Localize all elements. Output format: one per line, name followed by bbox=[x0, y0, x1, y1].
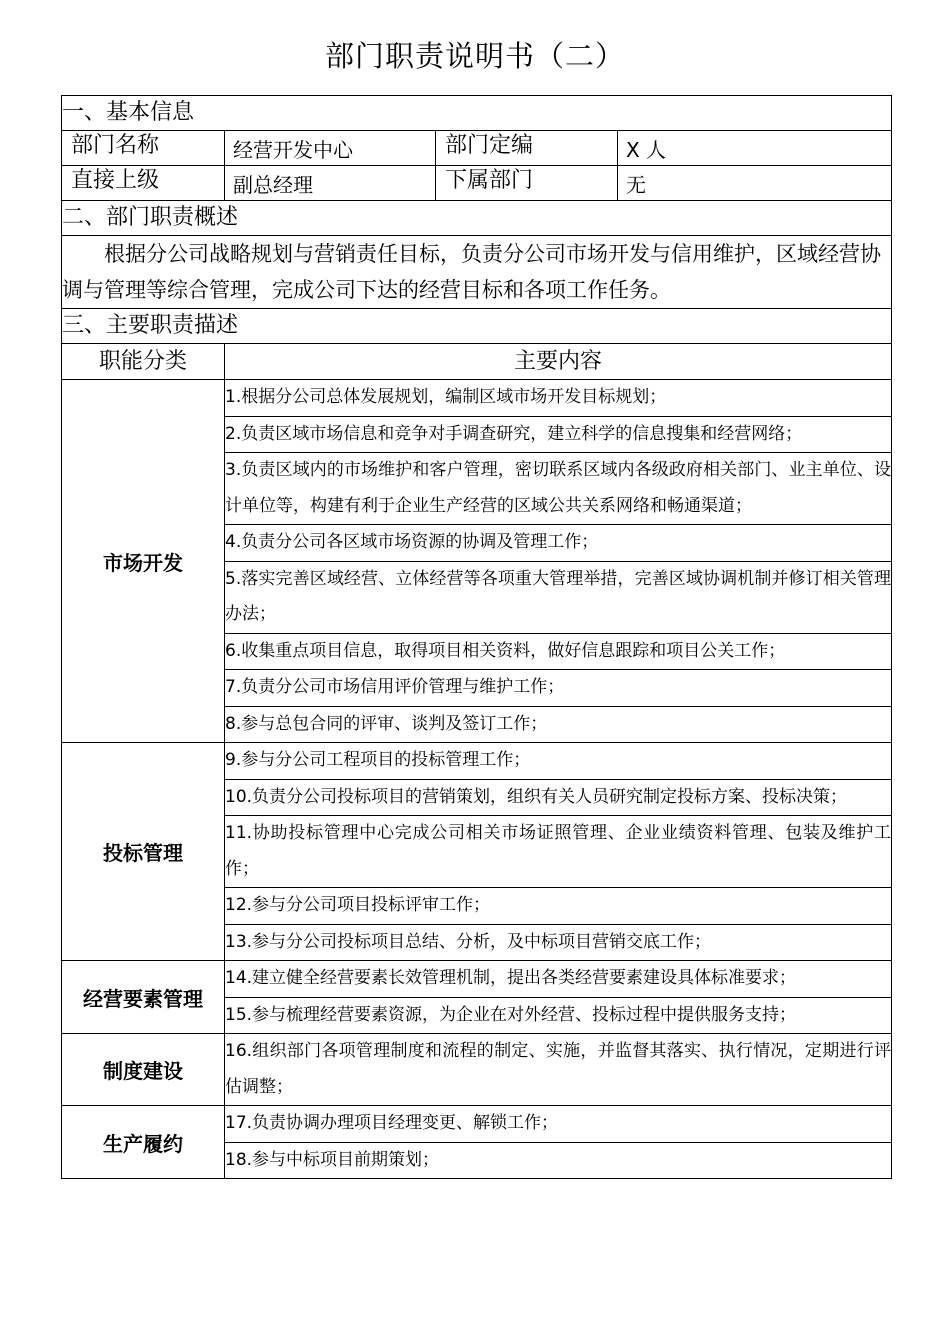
headcount-value: X 人 bbox=[618, 131, 892, 166]
info-row-dept bbox=[62, 131, 892, 166]
superior-value: 副总经理 bbox=[225, 166, 436, 201]
duty-item: 6.收集重点项目信息，取得项目相关资料，做好信息跟踪和项目公关工作； bbox=[225, 633, 892, 670]
content-column-header: 主要内容 bbox=[225, 344, 892, 380]
headcount-label: 部门定编 bbox=[436, 131, 618, 166]
duty-item: 9.参与分公司工程项目的投标管理工作； bbox=[225, 743, 892, 780]
duty-category: 投标管理 bbox=[62, 743, 225, 961]
duty-item: 2.负责区域市场信息和竞争对手调查研究，建立科学的信息搜集和经营网络； bbox=[225, 416, 892, 453]
superior-label: 直接上级 bbox=[62, 166, 225, 201]
duties-heading: 三、主要职责描述 bbox=[62, 309, 892, 344]
duty-category: 市场开发 bbox=[62, 380, 225, 743]
duty-row bbox=[62, 1106, 892, 1143]
document-title: 部门职责说明书（二） bbox=[324, 39, 625, 73]
duty-item: 7.负责分公司市场信用评价管理与维护工作； bbox=[225, 670, 892, 707]
duty-item: 8.参与总包合同的评审、谈判及签订工作； bbox=[225, 706, 892, 743]
duty-item: 3.负责区域内的市场维护和客户管理，密切联系区域内各级政府相关部门、业主单位、设计单位等，构建有利于企业生产经营的区域公共关系网络和畅通渠道； bbox=[225, 453, 892, 525]
duty-item: 12.参与分公司项目投标评审工作； bbox=[225, 888, 892, 925]
duty-item: 16.组织部门各项管理制度和流程的制定、实施，并监督其落实、执行情况，定期进行评估调整； bbox=[225, 1034, 892, 1106]
basic-info-section-row bbox=[62, 96, 892, 131]
duty-category: 经营要素管理 bbox=[62, 961, 225, 1034]
category-column-header: 职能分类 bbox=[62, 344, 225, 380]
summary-heading: 二、部门职责概述 bbox=[62, 201, 892, 236]
summary-row bbox=[62, 236, 892, 309]
subordinate-label: 下属部门 bbox=[436, 166, 618, 201]
duty-item: 4.负责分公司各区域市场资源的协调及管理工作； bbox=[225, 525, 892, 562]
responsibility-table bbox=[61, 95, 892, 1179]
dept-name-value: 经营开发中心 bbox=[225, 131, 436, 166]
basic-info-heading: 一、基本信息 bbox=[62, 96, 892, 131]
duty-row bbox=[62, 380, 892, 417]
subordinate-value: 无 bbox=[618, 166, 892, 201]
duties-section-row bbox=[62, 309, 892, 344]
duty-row bbox=[62, 961, 892, 998]
dept-name-label: 部门名称 bbox=[62, 131, 225, 166]
duty-item: 10.负责分公司投标项目的营销策划，组织有关人员研究制定投标方案、投标决策； bbox=[225, 779, 892, 816]
duties-column-header bbox=[62, 344, 892, 380]
duty-item: 11.协助投标管理中心完成公司相关市场证照管理、企业业绩资料管理、包装及维护工作； bbox=[225, 816, 892, 888]
duty-row bbox=[62, 1034, 892, 1106]
duty-item: 18.参与中标项目前期策划； bbox=[225, 1142, 892, 1179]
duty-item: 15.参与梳理经营要素资源，为企业在对外经营、投标过程中提供服务支持； bbox=[225, 997, 892, 1034]
info-row-superior bbox=[62, 166, 892, 201]
duty-item: 17.负责协调办理项目经理变更、解锁工作； bbox=[225, 1106, 892, 1143]
duty-category: 生产履约 bbox=[62, 1106, 225, 1179]
summary-section-row bbox=[62, 201, 892, 236]
duty-item: 1.根据分公司总体发展规划，编制区域市场开发目标规划； bbox=[225, 380, 892, 417]
duty-item: 5.落实完善区域经营、立体经营等各项重大管理举措，完善区域协调机制并修订相关管理办法； bbox=[225, 561, 892, 633]
duty-item: 14.建立健全经营要素长效管理机制，提出各类经营要素建设具体标准要求； bbox=[225, 961, 892, 998]
duty-item: 13.参与分公司投标项目总结、分析，及中标项目营销交底工作； bbox=[225, 924, 892, 961]
duty-category: 制度建设 bbox=[62, 1034, 225, 1106]
duty-row bbox=[62, 743, 892, 780]
summary-text: 根据分公司战略规划与营销责任目标，负责分公司市场开发与信用维护，区域经营协调与管理等综合管理，完成公司下达的经营目标和各项工作任务。 bbox=[62, 236, 892, 309]
